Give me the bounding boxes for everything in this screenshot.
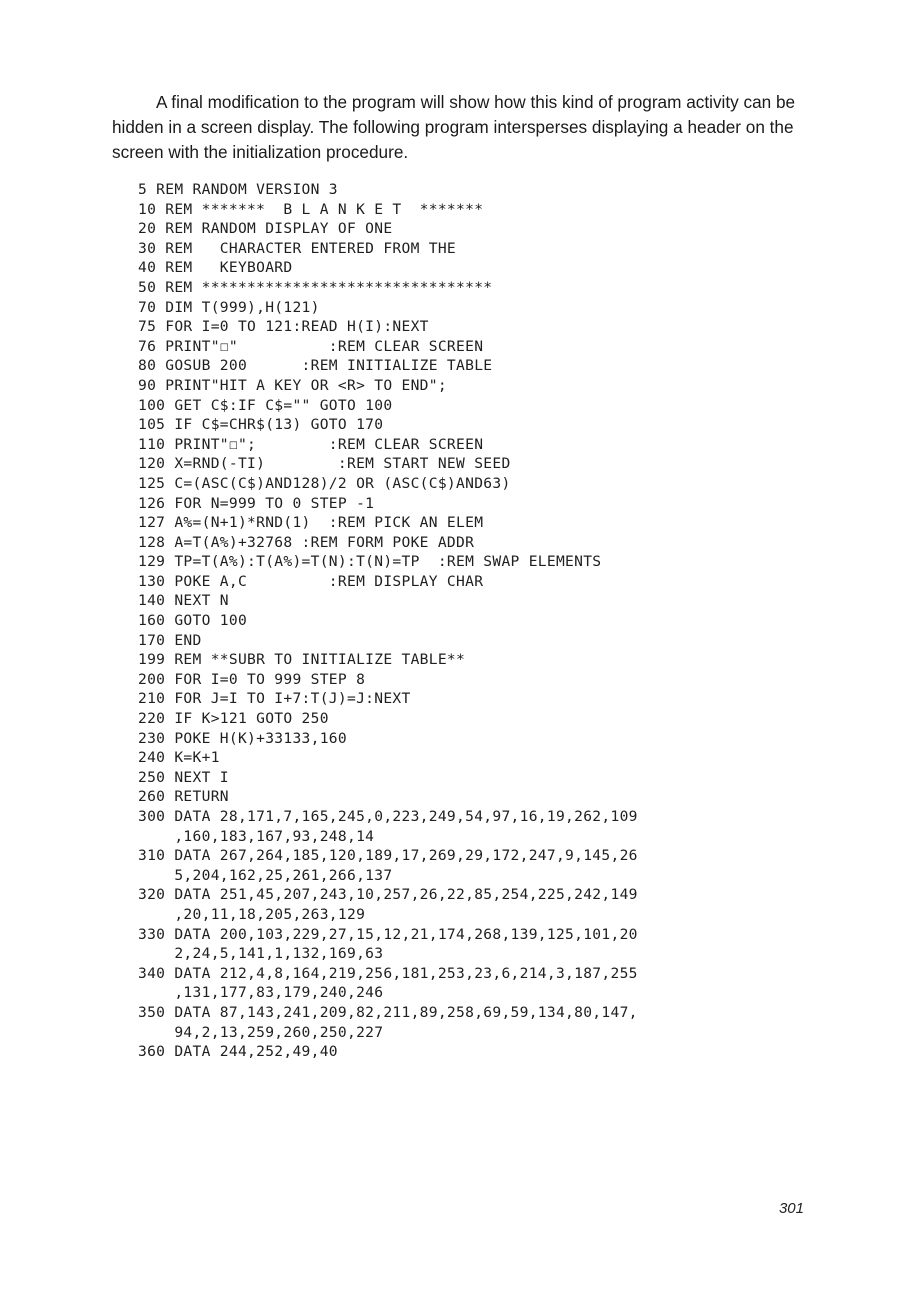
code-line: 76 PRINT"☐" :REM CLEAR SCREEN	[138, 337, 484, 355]
code-line: 340 DATA 212,4,8,164,219,256,181,253,23,6,214,3,187,255	[138, 964, 638, 982]
code-line: 110 PRINT"☐"; :REM CLEAR SCREEN	[138, 435, 484, 453]
code-line: ,160,183,167,93,248,14	[138, 827, 375, 845]
code-line: 120 X=RND(-TI) :REM START NEW SEED	[138, 455, 511, 473]
code-line: 125 C=(ASC(C$)AND128)/2 OR (ASC(C$)AND63)	[138, 474, 511, 492]
code-line: 100 GET C$:IF C$="" GOTO 100	[138, 396, 393, 414]
code-line: 210 FOR J=I TO I+7:T(J)=J:NEXT	[138, 690, 411, 708]
code-line: 320 DATA 251,45,207,243,10,257,26,22,85,254,225,242,149	[138, 886, 638, 904]
code-line: 230 POKE H(K)+33133,160	[138, 729, 347, 747]
code-line: 300 DATA 28,171,7,165,245,0,223,249,54,97,16,19,262,109	[138, 808, 638, 825]
code-line: 250 NEXT I	[138, 768, 229, 786]
code-line: 20 REM RANDOM DISPLAY OF ONE	[138, 220, 393, 238]
code-line: 94,2,13,259,260,250,227	[138, 1023, 384, 1041]
code-line: 5 REM RANDOM VERSION 3	[138, 181, 338, 198]
code-line: 40 REM KEYBOARD	[138, 259, 293, 277]
code-line: 90 PRINT"HIT A KEY OR <R> TO END";	[138, 376, 447, 394]
page-number: 301	[778, 1200, 804, 1217]
code-line: 5,204,162,25,261,266,137	[138, 866, 393, 884]
code-line: 129 TP=T(A%):T(A%)=T(N):T(N)=TP :REM SWAP ELEMENTS	[138, 553, 602, 571]
code-line: 30 REM CHARACTER ENTERED FROM THE	[138, 239, 457, 257]
code-line: 199 REM **SUBR TO INITIALIZE TABLE**	[138, 651, 466, 669]
code-line: 170 END	[138, 631, 202, 649]
code-line: 200 FOR I=0 TO 999 STEP 8	[138, 670, 366, 688]
code-line: 130 POKE A,C :REM DISPLAY CHAR	[138, 572, 484, 590]
code-line: 360 DATA 244,252,49,40	[138, 1043, 338, 1061]
code-line: 220 IF K>121 GOTO 250	[138, 710, 329, 728]
code-line: 128 A=T(A%)+32768 :REM FORM POKE ADDR	[138, 533, 475, 551]
code-line: 140 NEXT N	[138, 592, 229, 610]
code-line: 75 FOR I=0 TO 121:READ H(I):NEXT	[138, 318, 429, 336]
intro-paragraph	[112, 90, 812, 165]
code-line: 350 DATA 87,143,241,209,82,211,89,258,69,59,134,80,147,	[138, 1003, 638, 1021]
code-line: 260 RETURN	[138, 788, 229, 806]
code-line: ,131,177,83,179,240,246	[138, 984, 384, 1002]
code-line: 240 K=K+1	[138, 749, 220, 767]
code-line: 126 FOR N=999 TO 0 STEP -1	[138, 494, 375, 512]
code-line: ,20,11,18,205,263,129	[138, 905, 366, 923]
code-line: 80 GOSUB 200 :REM INITIALIZE TABLE	[138, 357, 493, 375]
code-line: 330 DATA 200,103,229,27,15,12,21,174,268,139,125,101,20	[138, 925, 638, 943]
intro-text: A final modification to the program will show how this kind of program activity can be hidden in a screen display. The following program intersperses displaying a header on the screen with the initialization procedure.	[112, 92, 796, 162]
code-line: 70 DIM T(999),H(121)	[138, 298, 320, 316]
code-line: 10 REM ******* B L A N K E T *******	[138, 200, 484, 218]
code-line: 127 A%=(N+1)*RND(1) :REM PICK AN ELEM	[138, 514, 484, 532]
code-line: 50 REM ********************************	[138, 278, 493, 296]
code-line: 310 DATA 267,264,185,120,189,17,269,29,172,247,9,145,26	[138, 847, 638, 865]
code-line: 105 IF C$=CHR$(13) GOTO 170	[138, 416, 384, 434]
code-line: 2,24,5,141,1,132,169,63	[138, 945, 384, 963]
code-line: 160 GOTO 100	[138, 612, 248, 630]
basic-program-listing	[138, 180, 638, 1062]
